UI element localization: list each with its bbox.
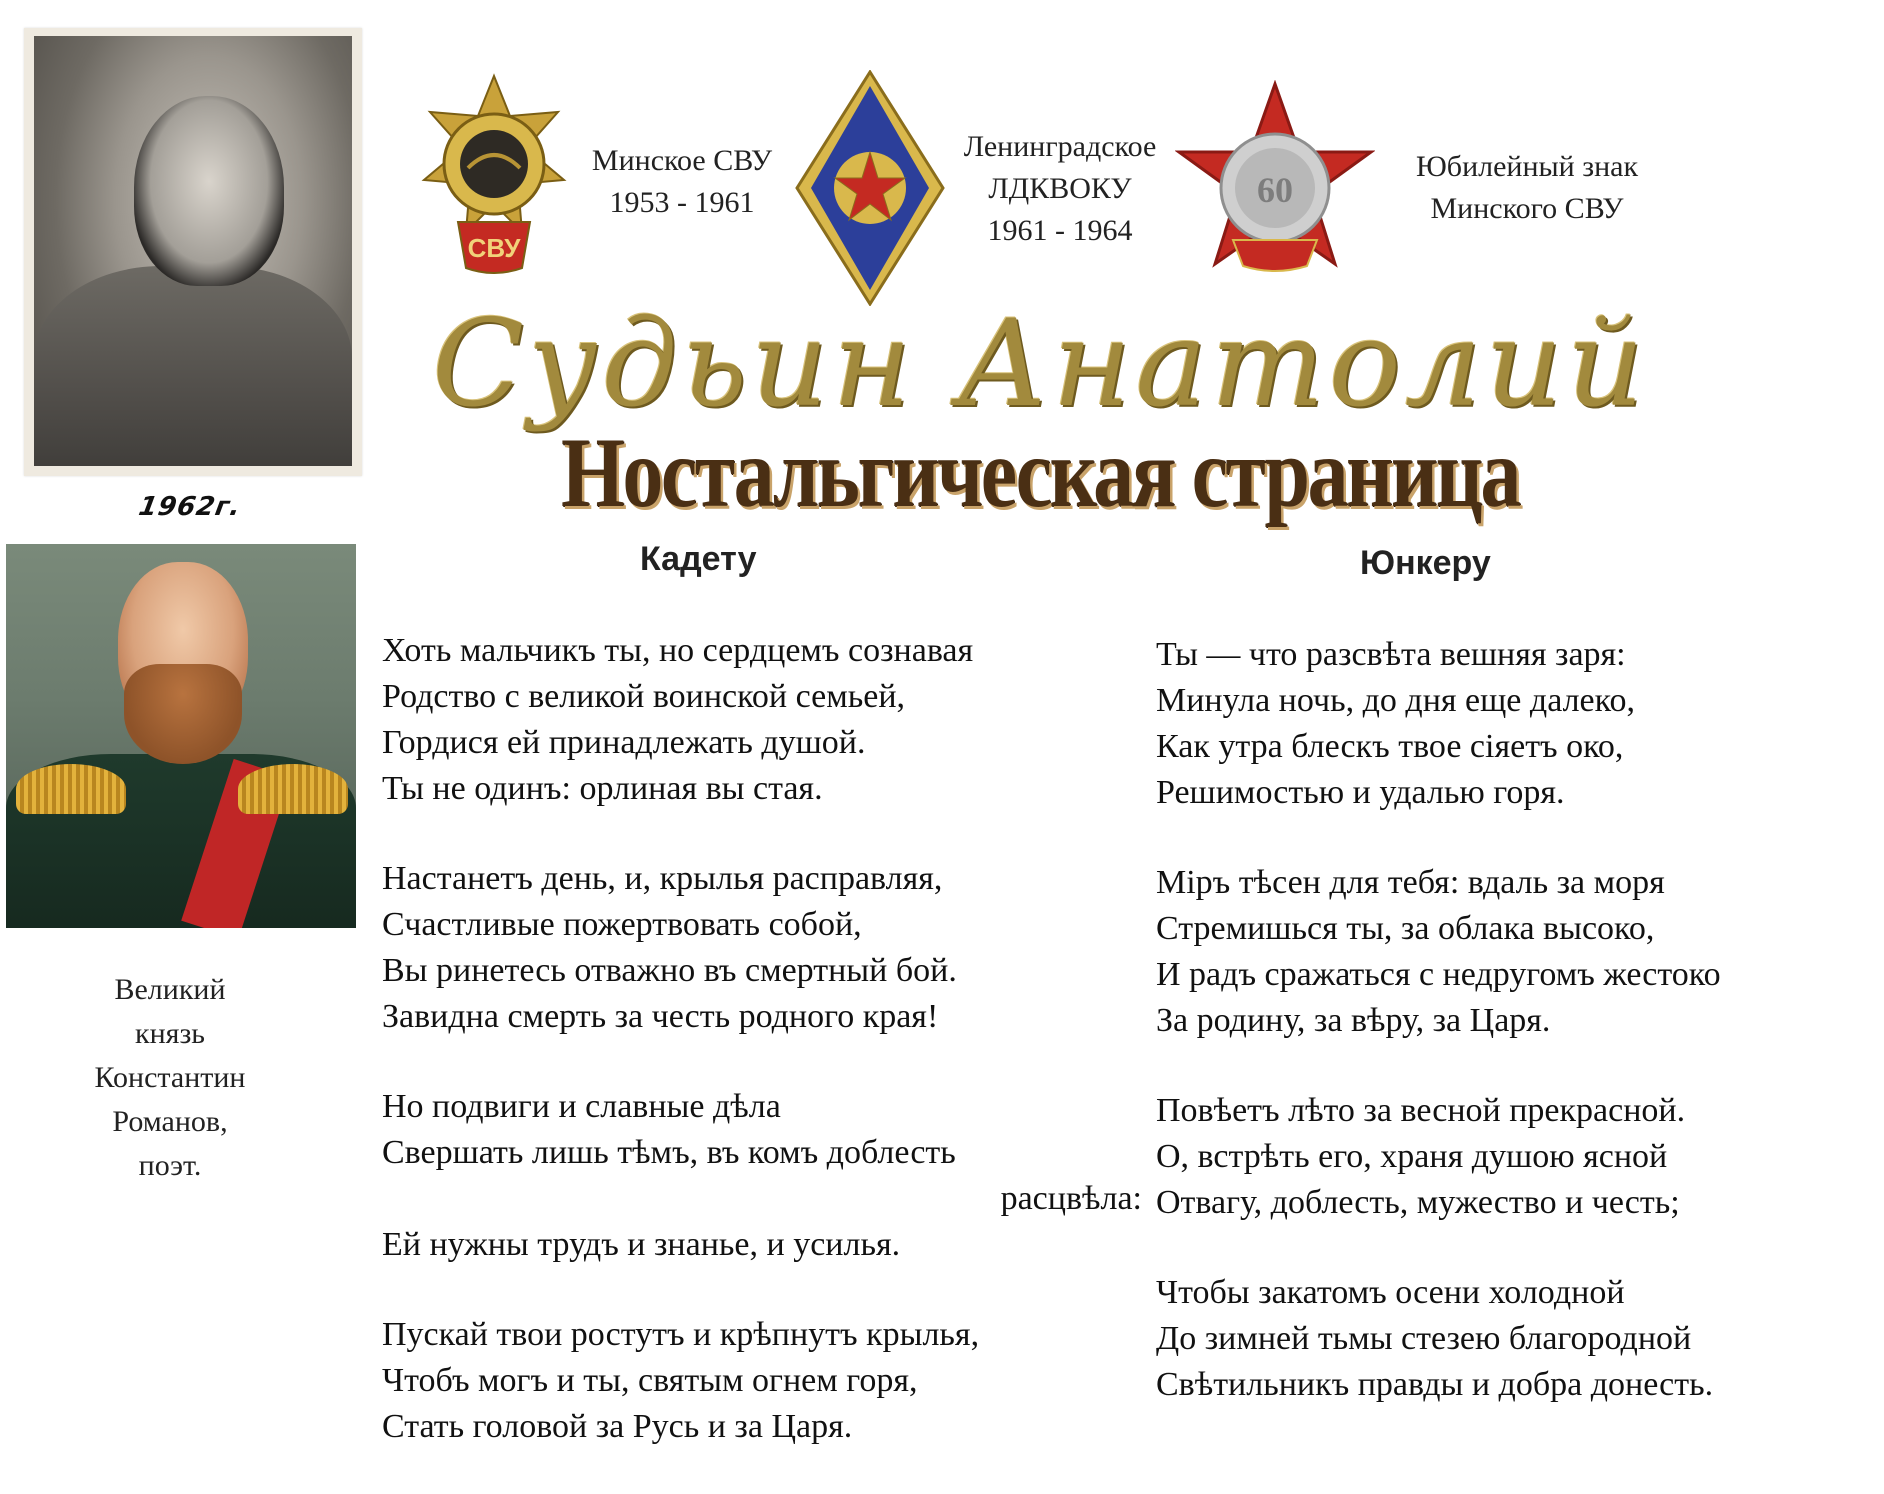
poem-line: Настанетъ день, и, крылья расправляя, — [382, 860, 943, 897]
poem-line: Хоть мальчикъ ты, но сердцемъ сознавая — [382, 632, 974, 669]
cadet-portrait-image — [34, 36, 352, 466]
poem-line: Ей нужны трудъ и знанье, и усилья. — [382, 1226, 901, 1263]
prince-epaulet-left — [16, 764, 126, 814]
poem-line: До зимней тьмы стезею благородной — [1156, 1320, 1692, 1357]
poem-line: Стать головой за Русь и за Царя. — [382, 1408, 853, 1445]
poem-line: расцвѣла: — [1000, 1180, 1142, 1217]
poem-line: Свершать лишь тѣмъ, въ комъ доблесть — [382, 1134, 956, 1171]
poem-line: Свѣтильникъ правды и добра донесть. — [1156, 1366, 1714, 1403]
poem-line: Но подвиги и славные дѣла — [382, 1088, 781, 1125]
poem-line: Решимостью и удалью горя. — [1156, 774, 1565, 811]
prince-caption — [60, 968, 280, 1188]
author-name-title: Судьин Анатолий — [432, 295, 1648, 434]
poem-line: Вы ринетесь отважно въ смертный бой. — [382, 952, 957, 989]
poem-right — [1156, 632, 1876, 1452]
poem-stanza — [382, 628, 1142, 812]
leningrad-caption — [945, 126, 1175, 252]
poem-line: И радъ сражаться с недругомъ жестоко — [1156, 956, 1721, 993]
prince-beard — [124, 664, 242, 764]
poem-line: О, встрѣть его, храня душою ясной — [1156, 1138, 1668, 1175]
badge-caption-line: Минское СВУ — [591, 144, 773, 177]
badge-caption-line: 1953 - 1961 — [609, 186, 755, 219]
poem-stanza — [382, 1084, 1142, 1268]
leningrad-badge-icon — [795, 70, 945, 306]
poem-stanza — [1156, 860, 1876, 1044]
portrait-head — [134, 96, 284, 286]
poem-line: За родину, за вѣру, за Царя. — [1156, 1002, 1551, 1039]
minsk-svu-caption — [572, 140, 792, 224]
poem-line: Как утра блескъ твое сіяетъ око, — [1156, 728, 1624, 765]
poem-stanza — [1156, 1088, 1876, 1226]
badge-caption-line: Минского СВУ — [1430, 192, 1624, 225]
poem-line: Ты — что разсвѣта вешняя заря: — [1156, 636, 1626, 673]
page-title: Ностальгическая страница — [561, 417, 1519, 528]
poem-stanza — [1156, 1270, 1876, 1408]
photo-year-caption: 1962г. — [136, 492, 244, 522]
prince-caption-line: Великий — [114, 973, 226, 1006]
prince-caption-line: Константин — [94, 1061, 246, 1094]
prince-caption-line: Романов, — [112, 1105, 228, 1138]
jubilee-badge-icon — [1175, 80, 1375, 280]
jubilee-60-label: 60 — [1257, 170, 1293, 210]
poem-line: Повѣетъ лѣто за весной прекрасной. — [1156, 1092, 1686, 1129]
poem-line: Родство с великой воинской семьей, — [382, 678, 906, 715]
photo-1962 — [24, 28, 362, 476]
poem-stanza — [1156, 632, 1876, 816]
prince-caption-line: князь — [135, 1017, 205, 1050]
jubilee-caption — [1392, 146, 1662, 230]
poem-line: Чтобъ могъ и ты, святым огнем горя, — [382, 1362, 918, 1399]
poem-line: Пускай твои ростутъ и крѣпнутъ крылья, — [382, 1316, 980, 1353]
poem-left — [382, 628, 1142, 1494]
badge-caption-line: Юбилейный знак — [1415, 150, 1639, 183]
minsk-svu-badge-icon — [418, 72, 570, 274]
poem-line: Завидна смерть за честь родного края! — [382, 998, 939, 1035]
poem-line: Гордися ей принадлежать душой. — [382, 724, 866, 761]
badge-svu-label: СВУ — [467, 233, 521, 263]
prince-portrait-image — [6, 544, 356, 928]
portrait-uniform — [34, 266, 352, 466]
poem-line: Счастливые пожертвовать собой, — [382, 906, 862, 943]
poem-left-heading: Кадету — [640, 540, 757, 578]
poem-line: Минула ночь, до дня еще далеко, — [1156, 682, 1635, 719]
poem-right-heading: Юнкеру — [1360, 544, 1491, 582]
prince-caption-line: поэт. — [138, 1149, 202, 1182]
prince-epaulet-right — [238, 764, 348, 814]
badge-caption-line: ЛДКВОКУ — [988, 172, 1132, 205]
poem-stanza — [382, 1312, 1142, 1450]
poem-line: Міръ тѣсен для тебя: вдаль за моря — [1156, 864, 1665, 901]
poem-stanza — [382, 856, 1142, 1040]
poem-line: Стремишься ты, за облака высоко, — [1156, 910, 1655, 947]
badge-caption-line: Ленинградское — [963, 130, 1157, 163]
poem-line: Отвагу, доблесть, мужество и честь; — [1156, 1184, 1680, 1221]
badge-caption-line: 1961 - 1964 — [987, 214, 1133, 247]
poem-line: Чтобы закатомъ осени холодной — [1156, 1274, 1625, 1311]
poem-line: Ты не одинъ: орлиная вы стая. — [382, 770, 823, 807]
